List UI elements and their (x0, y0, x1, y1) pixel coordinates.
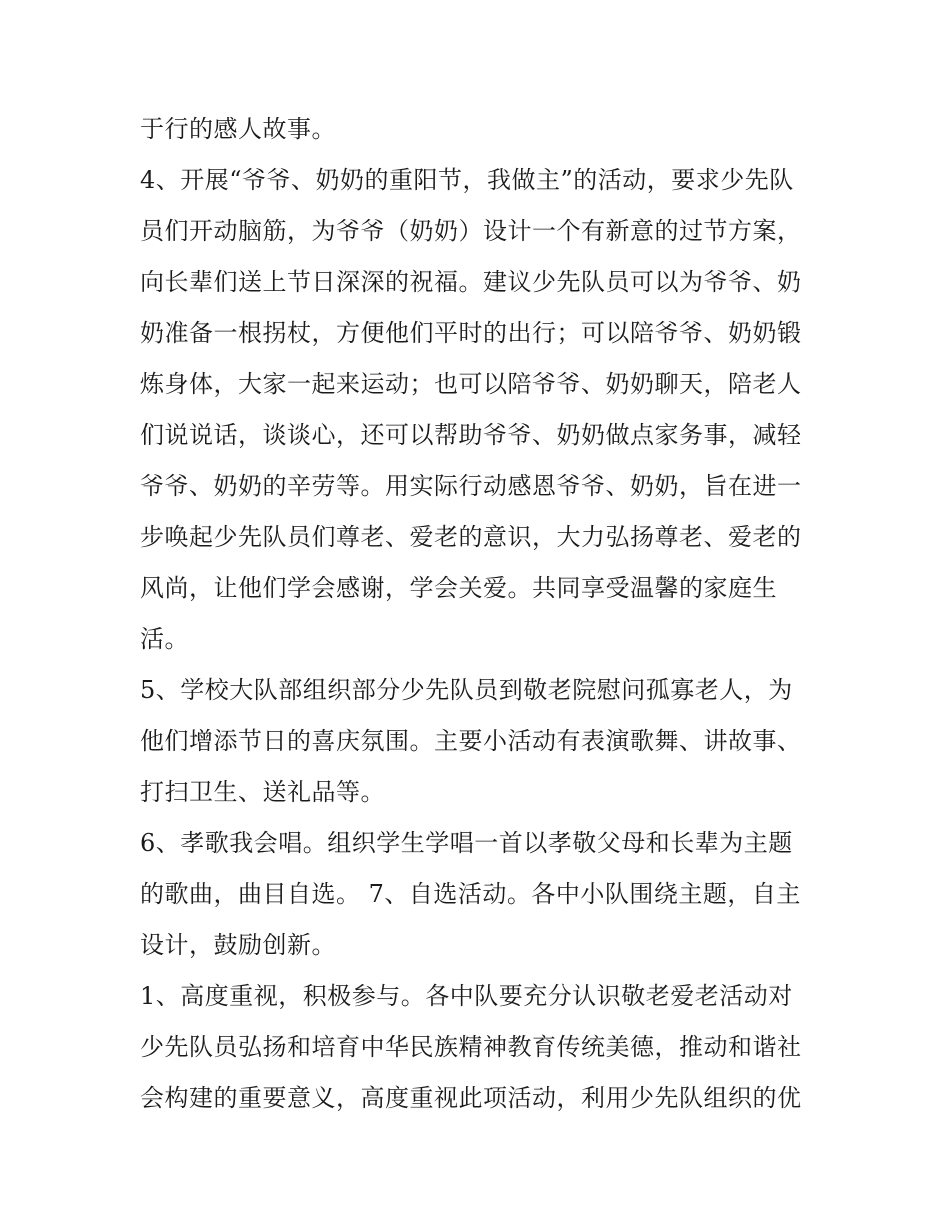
text-line: 们说说话，谈谈心，还可以帮助爷爷、奶奶做点家务事，减轻 (140, 421, 802, 449)
text-line: 5、学校大队部组织部分少先队员到敬老院慰问孤寡老人，为 (140, 676, 793, 704)
text-line: 6、孝歌我会唱。组织学生学唱一首以孝敬父母和长辈为主题 (140, 829, 793, 857)
text-line: 打扫卫生、送礼品等。 (140, 778, 385, 806)
text-line: 1、高度重视，积极参与。各中队要充分认识敬老爱老活动对 (140, 982, 793, 1010)
text-line: 的歌曲，曲目自选。 7、自选活动。各中小队围绕主题，自主 (140, 880, 801, 908)
text-line: 奶准备一根拐杖，方便他们平时的出行；可以陪爷爷、奶奶锻 (140, 319, 802, 347)
text-line: 爷爷、奶奶的辛劳等。用实际行动感恩爷爷、奶奶，旨在进一 (140, 472, 802, 500)
text-line: 于行的感人故事。 (140, 115, 336, 143)
text-line: 员们开动脑筋，为爷爷（奶奶）设计一个有新意的过节方案， (140, 217, 802, 245)
text-line: 4、开展“爷爷、奶奶的重阳节，我做主”的活动，要求少先队 (140, 166, 794, 194)
text-line: 活。 (140, 625, 189, 653)
text-line: 风尚，让他们学会感谢，学会关爱。共同享受温馨的家庭生 (140, 574, 777, 602)
text-line: 向长辈们送上节日深深的祝福。建议少先队员可以为爷爷、奶 (140, 268, 802, 296)
text-line: 步唤起少先队员们尊老、爱老的意识，大力弘扬尊老、爱老的 (140, 523, 802, 551)
text-line: 少先队员弘扬和培育中华民族精神教育传统美德，推动和谐社 (140, 1033, 802, 1061)
text-line: 设计，鼓励创新。 (140, 931, 336, 959)
text-line: 炼身体，大家一起来运动；也可以陪爷爷、奶奶聊天，陪老人 (140, 370, 802, 398)
text-line: 会构建的重要意义，高度重视此项活动，利用少先队组织的优 (140, 1084, 802, 1112)
text-line: 他们增添节日的喜庆氛围。主要小活动有表演歌舞、讲故事、 (140, 727, 802, 755)
